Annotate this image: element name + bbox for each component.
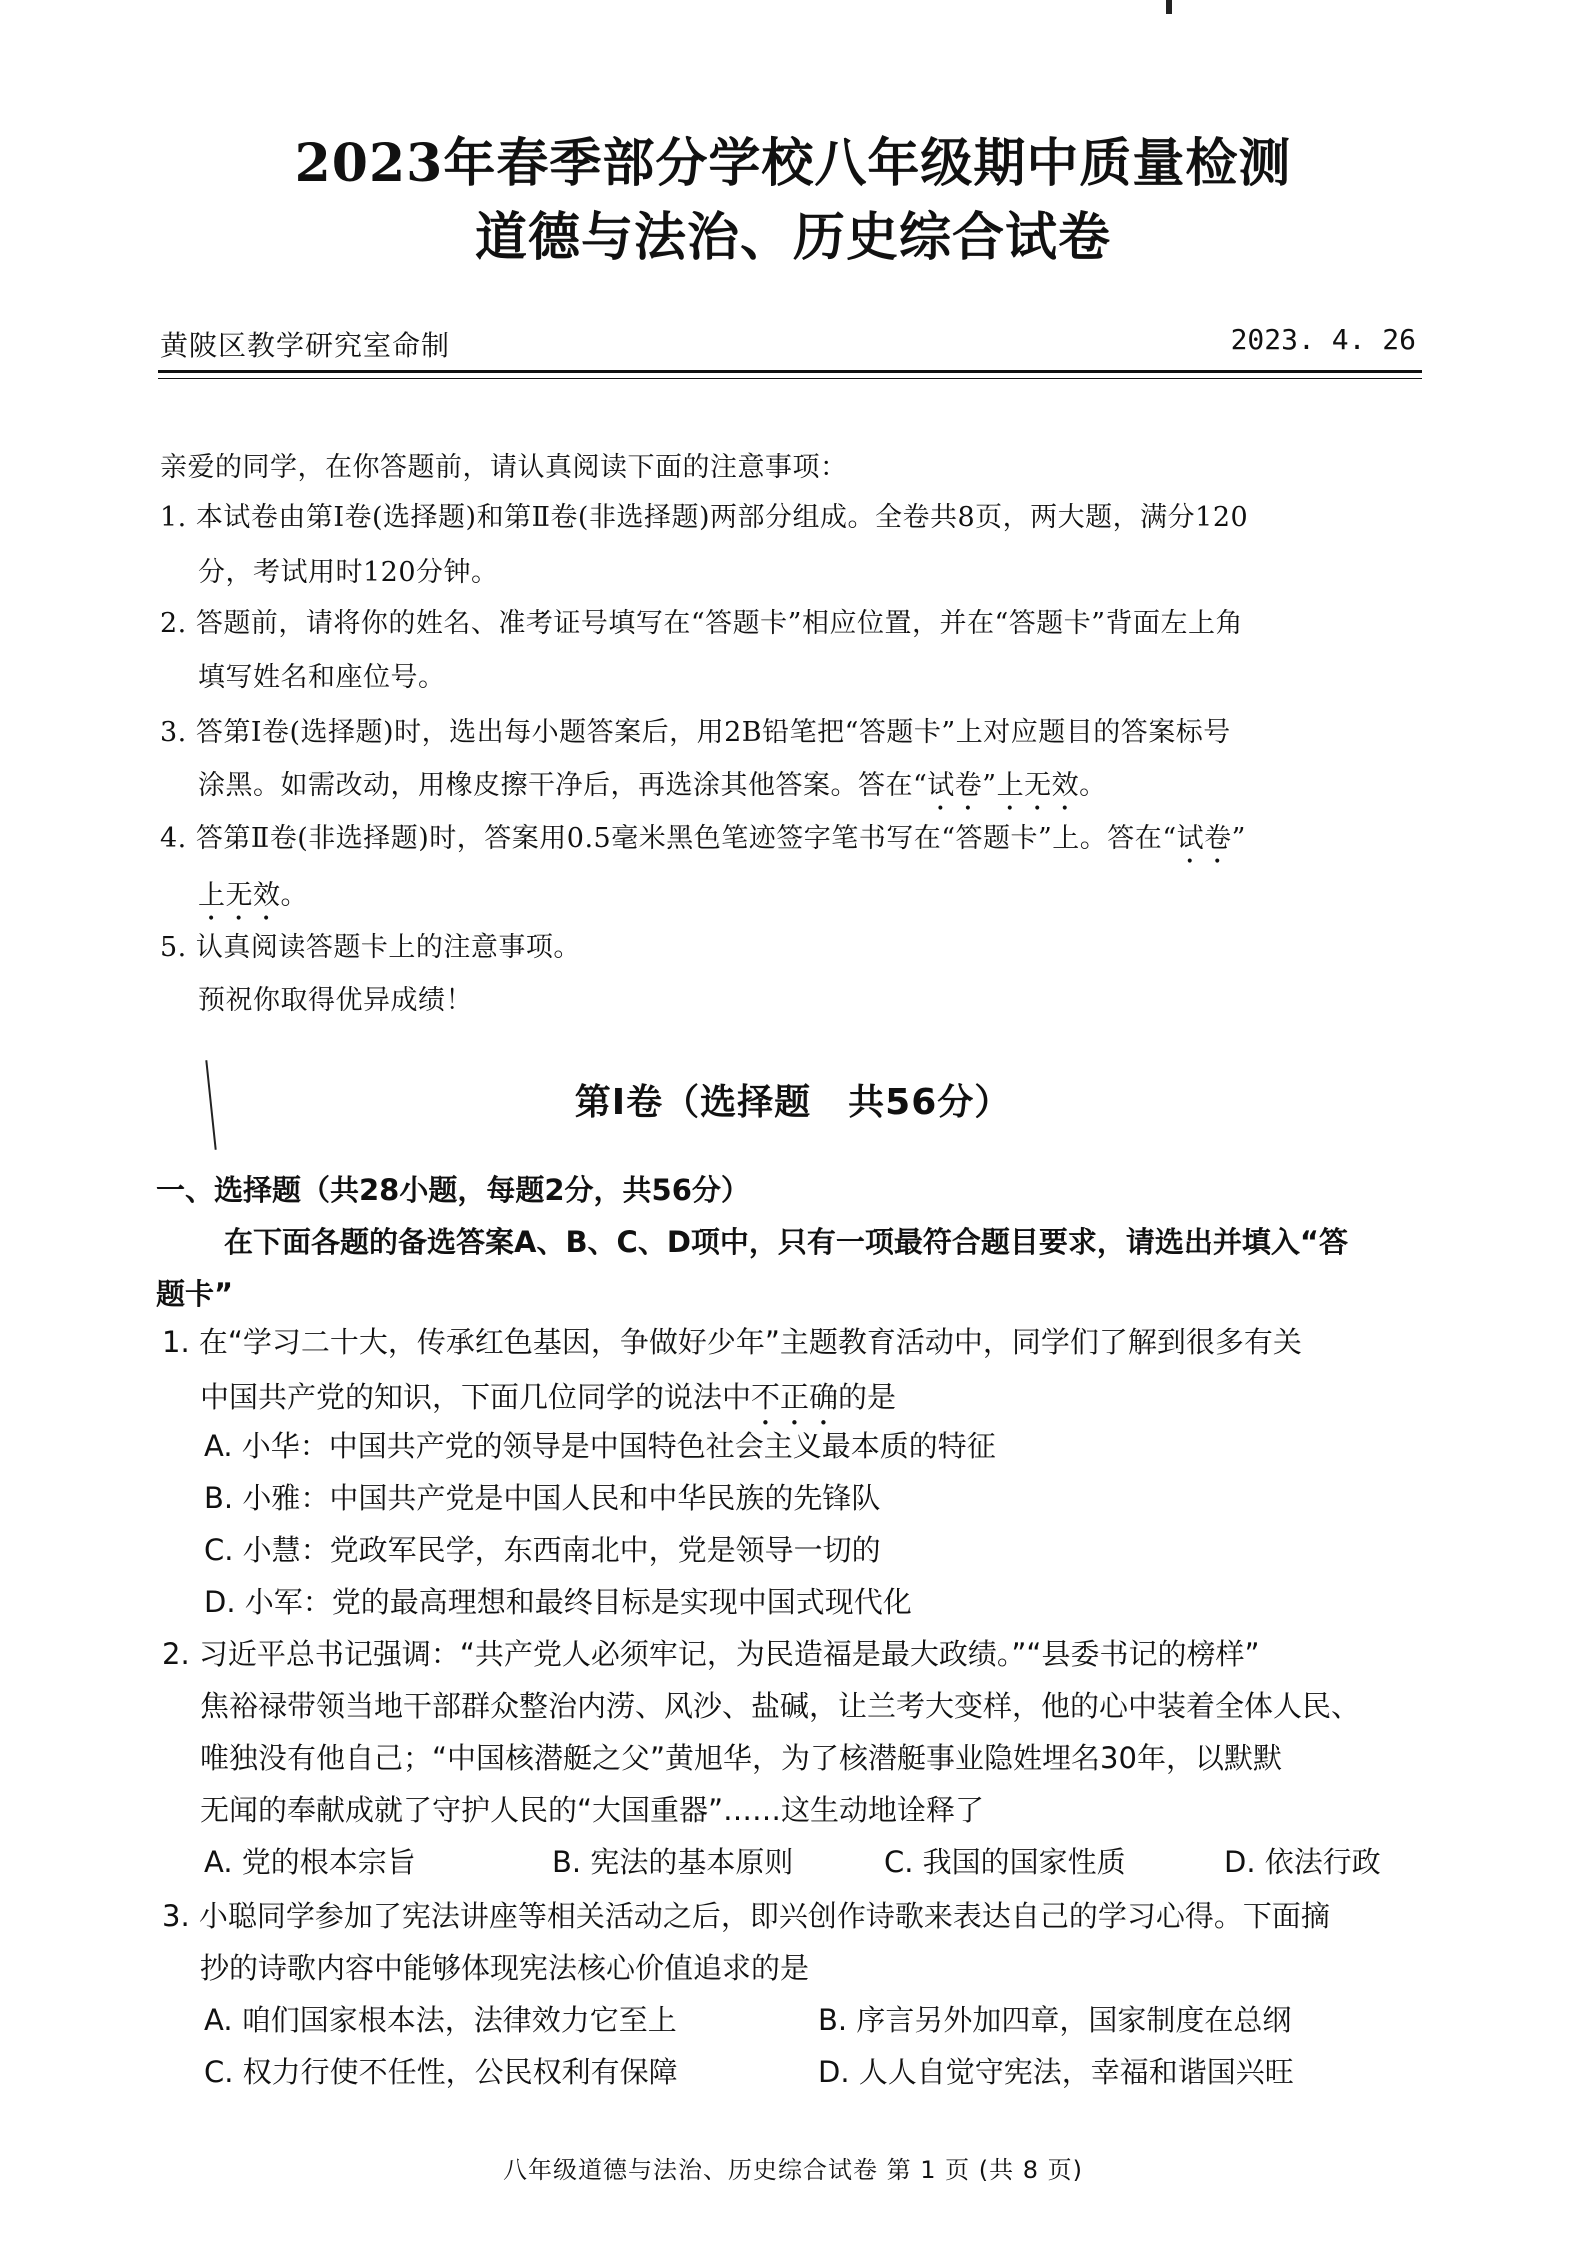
q1-option-d: D. 小军：党的最高理想和最终目标是实现中国式现代化 — [204, 1585, 912, 1619]
q3-stem-b: 抄的诗歌内容中能够体现宪法核心价值追求的是 — [200, 1951, 810, 1985]
q3-option-d: D. 人人自觉守宪法，幸福和谐国兴旺 — [818, 2055, 1294, 2089]
notice-item-1b: 分，考试用时120分钟。 — [198, 557, 499, 588]
notice-item-1a: 1. 本试卷由第Ⅰ卷(选择题)和第Ⅱ卷(非选择题)两部分组成。全卷共8页，两大题，满分120 — [160, 502, 1249, 533]
q1-stem-b-text: 中国共产党的知识，下面几位同学的说法中 — [200, 1380, 752, 1414]
q3-option-b: B. 序言另外加四章，国家制度在总纲 — [818, 2003, 1292, 2037]
notice-intro: 亲爱的同学，在你答题前，请认真阅读下面的注意事项： — [160, 452, 848, 483]
q2-stem-c: 唯独没有他自己；“中国核潜艇之父”黄旭华，为了核潜艇事业隐姓埋名30年，以默默 — [200, 1741, 1282, 1775]
exam-title-line2: 道德与法治、历史综合试卷 — [474, 207, 1111, 268]
header-rule-thin — [158, 378, 1422, 379]
scan-mark-top — [1166, 0, 1172, 14]
notice-item-4b — [198, 880, 308, 927]
notice-item-4a-emphasis: “试卷” — [1162, 823, 1246, 854]
q1-stem-b-emphasis: 不正确 — [751, 1380, 839, 1414]
q1-option-b: B. 小雅：中国共产党是中国人民和中华民族的先锋队 — [204, 1481, 881, 1515]
exam-date: 2023. 4. 26 — [1230, 323, 1416, 356]
q2-option-a: A. 党的根本宗旨 — [204, 1845, 416, 1879]
q1-option-a: A. 小华：中国共产党的领导是中国特色社会主义最本质的特征 — [204, 1429, 996, 1463]
q3-option-c: C. 权力行使不任性，公民权利有保障 — [204, 2055, 678, 2089]
q1-stem-b-end: 的是 — [838, 1380, 897, 1414]
q3-stem-a: 3. 小聪同学参加了宪法讲座等相关活动之后，即兴创作诗歌来表达自己的学习心得。下面摘 — [162, 1899, 1330, 1933]
notice-item-4b-end: 。 — [280, 880, 308, 911]
notice-item-4a — [160, 823, 1246, 870]
notice-item-2a: 2. 答题前，请将你的姓名、准考证号填写在“答题卡”相应位置，并在“答题卡”背面左上角 — [160, 608, 1244, 639]
notice-item-4b-emphasis: 上无效 — [198, 880, 281, 911]
section-title: 第Ⅰ卷（选择题 共56分） — [574, 1082, 1012, 1123]
notice-item-3a: 3. 答第Ⅰ卷(选择题)时，选出每小题答案后，用2B铅笔把“答题卡”上对应题目的答案标号 — [160, 717, 1231, 748]
page-footer: 八年级道德与法治、历史综合试卷 第 1 页 (共 8 页) — [502, 2156, 1084, 2184]
q1-stem-b — [200, 1380, 896, 1432]
notice-item-3b — [198, 770, 1107, 817]
exam-author: 黄陂区教学研究室命制 — [160, 329, 451, 362]
notice-item-3b-end: 。 — [1079, 770, 1107, 801]
q1-stem-a: 1. 在“学习二十大，传承红色基因，争做好少年”主题教育活动中，同学们了解到很多有关 — [162, 1325, 1302, 1359]
q2-option-b: B. 宪法的基本原则 — [552, 1845, 794, 1879]
notice-item-4a-text: 4. 答第Ⅱ卷(非选择题)时，答案用0.5毫米黑色笔迹签字笔书写在“答题卡”上。答在 — [160, 823, 1163, 854]
q3-option-a: A. 咱们国家根本法，法律效力它至上 — [204, 2003, 677, 2037]
q2-stem-d: 无闻的奉献成就了守护人民的“大国重器”……这生动地诠释了 — [200, 1793, 985, 1827]
instruction-line-b: 题卡” — [156, 1277, 234, 1311]
notice-item-3b-text: 涂黑。如需改动，用橡皮擦干净后，再选涂其他答案。答在 — [198, 770, 913, 801]
instruction-line-a: 在下面各题的备选答案A、B、C、D项中，只有一项最符合题目要求，请选出并填入“答 — [224, 1225, 1348, 1259]
notice-wish: 预祝你取得优异成绩！ — [198, 985, 473, 1016]
q1-option-c: C. 小慧：党政军民学，东西南北中，党是领导一切的 — [204, 1533, 881, 1567]
exam-title-line1: 2023年春季部分学校八年级期中质量检测 — [294, 133, 1292, 194]
header-rule-thick — [158, 370, 1422, 373]
part-heading: 一、选择题（共28小题，每题2分，共56分） — [156, 1173, 750, 1207]
q2-option-d: D. 依法行政 — [1224, 1845, 1381, 1879]
q2-stem-b: 焦裕禄带领当地干部群众整治内涝、风沙、盐碱，让兰考大变样，他的心中装着全体人民、 — [200, 1689, 1361, 1723]
notice-item-5: 5. 认真阅读答题卡上的注意事项。 — [160, 932, 581, 963]
notice-item-3b-emphasis: “试卷”上无效 — [913, 770, 1080, 801]
q2-stem-a: 2. 习近平总书记强调：“共产党人必须牢记，为民造福是最大政绩。”“县委书记的榜样” — [162, 1637, 1260, 1671]
q2-option-c: C. 我国的国家性质 — [884, 1845, 1126, 1879]
notice-item-2b: 填写姓名和座位号。 — [198, 662, 446, 693]
